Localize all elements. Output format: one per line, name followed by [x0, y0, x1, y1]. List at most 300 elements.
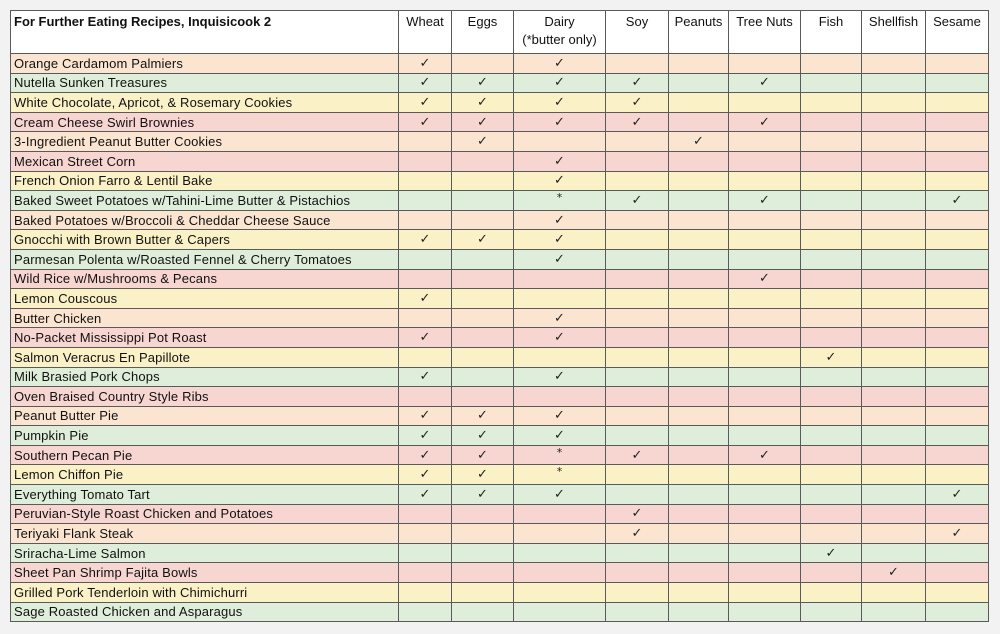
empty-cell-shellfish [862, 132, 926, 152]
recipe-name: Oven Braised Country Style Ribs [11, 387, 399, 407]
empty-cell-shellfish [862, 54, 926, 74]
empty-cell-treenuts [729, 93, 801, 113]
empty-cell-dairy [514, 524, 606, 544]
empty-cell-wheat [399, 347, 452, 367]
empty-cell-shellfish [862, 112, 926, 132]
empty-cell-soy [606, 426, 669, 446]
empty-cell-peanuts [669, 249, 729, 269]
empty-cell-treenuts [729, 524, 801, 544]
empty-cell-fish [801, 504, 862, 524]
empty-cell-soy [606, 583, 669, 603]
empty-cell-sesame [926, 93, 989, 113]
check-mark-fish: ✓ [801, 347, 862, 367]
empty-cell-wheat [399, 602, 452, 622]
table-row [11, 504, 989, 524]
empty-cell-shellfish [862, 347, 926, 367]
empty-cell-wheat [399, 171, 452, 191]
empty-cell-fish [801, 132, 862, 152]
empty-cell-soy [606, 465, 669, 485]
check-mark-sesame: ✓ [926, 191, 989, 211]
empty-cell-fish [801, 93, 862, 113]
empty-cell-peanuts [669, 445, 729, 465]
table-row [11, 249, 989, 269]
empty-cell-eggs [452, 347, 514, 367]
recipe-name: Baked Potatoes w/Broccoli & Cheddar Cheese Sauce [11, 210, 399, 230]
empty-cell-dairy [514, 563, 606, 583]
recipe-name: 3-Ingredient Peanut Butter Cookies [11, 132, 399, 152]
table-row [11, 367, 989, 387]
empty-cell-fish [801, 445, 862, 465]
table-row [11, 387, 989, 407]
check-mark-wheat: ✓ [399, 289, 452, 309]
empty-cell-sesame [926, 73, 989, 93]
empty-cell-shellfish [862, 210, 926, 230]
check-mark-sesame: ✓ [926, 485, 989, 505]
check-mark-wheat: ✓ [399, 406, 452, 426]
recipe-name: Orange Cardamom Palmiers [11, 54, 399, 74]
empty-cell-treenuts [729, 465, 801, 485]
table-row [11, 269, 989, 289]
empty-cell-wheat [399, 151, 452, 171]
check-mark-wheat: ✓ [399, 485, 452, 505]
empty-cell-peanuts [669, 230, 729, 250]
check-mark-treenuts: ✓ [729, 191, 801, 211]
empty-cell-fish [801, 289, 862, 309]
check-mark-peanuts: ✓ [669, 132, 729, 152]
recipe-name: Grilled Pork Tenderloin with Chimichurri [11, 583, 399, 603]
check-mark-wheat: ✓ [399, 230, 452, 250]
empty-cell-fish [801, 249, 862, 269]
empty-cell-eggs [452, 171, 514, 191]
empty-cell-wheat [399, 524, 452, 544]
empty-cell-fish [801, 73, 862, 93]
check-mark-dairy: ✓ [514, 230, 606, 250]
check-mark-dairy: ✓ [514, 151, 606, 171]
empty-cell-peanuts [669, 54, 729, 74]
empty-cell-shellfish [862, 151, 926, 171]
empty-cell-treenuts [729, 602, 801, 622]
check-mark-wheat: ✓ [399, 54, 452, 74]
empty-cell-wheat [399, 583, 452, 603]
table-row [11, 93, 989, 113]
empty-cell-dairy [514, 543, 606, 563]
empty-cell-treenuts [729, 289, 801, 309]
empty-cell-dairy [514, 602, 606, 622]
empty-cell-shellfish [862, 524, 926, 544]
table-row [11, 485, 989, 505]
check-mark-dairy: ✓ [514, 249, 606, 269]
check-mark-eggs: ✓ [452, 426, 514, 446]
empty-cell-eggs [452, 191, 514, 211]
check-mark-wheat: ✓ [399, 465, 452, 485]
butter-only-mark: * [514, 445, 606, 465]
check-mark-wheat: ✓ [399, 367, 452, 387]
empty-cell-shellfish [862, 485, 926, 505]
empty-cell-eggs [452, 210, 514, 230]
empty-cell-treenuts [729, 151, 801, 171]
empty-cell-eggs [452, 583, 514, 603]
column-header-fish: Fish [801, 11, 862, 54]
empty-cell-sesame [926, 583, 989, 603]
empty-cell-peanuts [669, 191, 729, 211]
empty-cell-dairy [514, 289, 606, 309]
table-row [11, 563, 989, 583]
empty-cell-eggs [452, 602, 514, 622]
table-row [11, 426, 989, 446]
empty-cell-fish [801, 583, 862, 603]
recipe-name: Nutella Sunken Treasures [11, 73, 399, 93]
empty-cell-fish [801, 406, 862, 426]
empty-cell-fish [801, 563, 862, 583]
table-row [11, 328, 989, 348]
recipe-name: Peanut Butter Pie [11, 406, 399, 426]
table-row [11, 524, 989, 544]
column-header-tree-nuts: Tree Nuts [729, 11, 801, 54]
empty-cell-fish [801, 328, 862, 348]
empty-cell-dairy [514, 269, 606, 289]
empty-cell-peanuts [669, 73, 729, 93]
empty-cell-fish [801, 308, 862, 328]
empty-cell-fish [801, 426, 862, 446]
empty-cell-shellfish [862, 191, 926, 211]
recipe-name: Gnocchi with Brown Butter & Capers [11, 230, 399, 250]
empty-cell-fish [801, 151, 862, 171]
check-mark-eggs: ✓ [452, 112, 514, 132]
butter-only-mark: * [514, 191, 606, 211]
header-row [11, 11, 989, 54]
table-row [11, 406, 989, 426]
empty-cell-soy [606, 347, 669, 367]
empty-cell-fish [801, 230, 862, 250]
check-mark-treenuts: ✓ [729, 112, 801, 132]
table-title: For Further Eating Recipes, Inquisicook 2 [11, 11, 399, 54]
empty-cell-soy [606, 151, 669, 171]
empty-cell-sesame [926, 426, 989, 446]
check-mark-wheat: ✓ [399, 73, 452, 93]
check-mark-dairy: ✓ [514, 328, 606, 348]
empty-cell-sesame [926, 406, 989, 426]
empty-cell-shellfish [862, 583, 926, 603]
empty-cell-treenuts [729, 347, 801, 367]
check-mark-wheat: ✓ [399, 93, 452, 113]
recipe-name: Parmesan Polenta w/Roasted Fennel & Cherry Tomatoes [11, 249, 399, 269]
empty-cell-shellfish [862, 602, 926, 622]
empty-cell-soy [606, 269, 669, 289]
table-row [11, 602, 989, 622]
empty-cell-treenuts [729, 54, 801, 74]
empty-cell-fish [801, 524, 862, 544]
empty-cell-peanuts [669, 465, 729, 485]
empty-cell-wheat [399, 191, 452, 211]
check-mark-treenuts: ✓ [729, 445, 801, 465]
check-mark-soy: ✓ [606, 524, 669, 544]
empty-cell-fish [801, 112, 862, 132]
check-mark-soy: ✓ [606, 112, 669, 132]
empty-cell-shellfish [862, 230, 926, 250]
empty-cell-shellfish [862, 289, 926, 309]
empty-cell-dairy [514, 504, 606, 524]
column-header-eggs: Eggs [452, 11, 514, 54]
table-row [11, 347, 989, 367]
empty-cell-wheat [399, 308, 452, 328]
empty-cell-soy [606, 406, 669, 426]
empty-cell-wheat [399, 132, 452, 152]
check-mark-treenuts: ✓ [729, 73, 801, 93]
empty-cell-fish [801, 54, 862, 74]
empty-cell-fish [801, 367, 862, 387]
recipe-name: Lemon Couscous [11, 289, 399, 309]
table-row [11, 191, 989, 211]
check-mark-soy: ✓ [606, 93, 669, 113]
empty-cell-fish [801, 387, 862, 407]
empty-cell-treenuts [729, 563, 801, 583]
empty-cell-wheat [399, 543, 452, 563]
check-mark-wheat: ✓ [399, 112, 452, 132]
empty-cell-soy [606, 230, 669, 250]
recipe-name: Everything Tomato Tart [11, 485, 399, 505]
empty-cell-sesame [926, 171, 989, 191]
table-row [11, 289, 989, 309]
empty-cell-shellfish [862, 308, 926, 328]
check-mark-dairy: ✓ [514, 210, 606, 230]
empty-cell-peanuts [669, 347, 729, 367]
empty-cell-peanuts [669, 602, 729, 622]
empty-cell-treenuts [729, 249, 801, 269]
recipe-name: White Chocolate, Apricot, & Rosemary Cookies [11, 93, 399, 113]
table-row [11, 465, 989, 485]
empty-cell-fish [801, 191, 862, 211]
empty-cell-sesame [926, 289, 989, 309]
empty-cell-peanuts [669, 504, 729, 524]
empty-cell-eggs [452, 504, 514, 524]
recipe-name: Butter Chicken [11, 308, 399, 328]
recipe-name: Milk Brasied Pork Chops [11, 367, 399, 387]
table-row [11, 151, 989, 171]
empty-cell-peanuts [669, 583, 729, 603]
recipe-name: Mexican Street Corn [11, 151, 399, 171]
recipe-name: Sheet Pan Shrimp Fajita Bowls [11, 563, 399, 583]
check-mark-dairy: ✓ [514, 93, 606, 113]
table-row [11, 73, 989, 93]
column-header-shellfish: Shellfish [862, 11, 926, 54]
check-mark-dairy: ✓ [514, 485, 606, 505]
empty-cell-shellfish [862, 269, 926, 289]
empty-cell-fish [801, 602, 862, 622]
empty-cell-eggs [452, 524, 514, 544]
check-mark-dairy: ✓ [514, 367, 606, 387]
empty-cell-peanuts [669, 112, 729, 132]
empty-cell-treenuts [729, 171, 801, 191]
empty-cell-treenuts [729, 485, 801, 505]
recipe-name: French Onion Farro & Lentil Bake [11, 171, 399, 191]
empty-cell-sesame [926, 151, 989, 171]
empty-cell-shellfish [862, 93, 926, 113]
empty-cell-treenuts [729, 406, 801, 426]
empty-cell-shellfish [862, 504, 926, 524]
empty-cell-eggs [452, 387, 514, 407]
check-mark-eggs: ✓ [452, 445, 514, 465]
empty-cell-eggs [452, 543, 514, 563]
empty-cell-peanuts [669, 151, 729, 171]
table-row [11, 132, 989, 152]
empty-cell-eggs [452, 367, 514, 387]
empty-cell-peanuts [669, 543, 729, 563]
empty-cell-fish [801, 210, 862, 230]
empty-cell-dairy [514, 583, 606, 603]
check-mark-dairy: ✓ [514, 54, 606, 74]
empty-cell-wheat [399, 210, 452, 230]
empty-cell-shellfish [862, 406, 926, 426]
recipe-name: Sage Roasted Chicken and Asparagus [11, 602, 399, 622]
check-mark-eggs: ✓ [452, 73, 514, 93]
empty-cell-peanuts [669, 524, 729, 544]
check-mark-sesame: ✓ [926, 524, 989, 544]
recipe-name: Salmon Veracrus En Papillote [11, 347, 399, 367]
empty-cell-peanuts [669, 387, 729, 407]
empty-cell-sesame [926, 308, 989, 328]
recipe-name: Wild Rice w/Mushrooms & Pecans [11, 269, 399, 289]
empty-cell-sesame [926, 230, 989, 250]
empty-cell-sesame [926, 132, 989, 152]
empty-cell-sesame [926, 445, 989, 465]
empty-cell-treenuts [729, 504, 801, 524]
column-header-sesame: Sesame [926, 11, 989, 54]
empty-cell-soy [606, 367, 669, 387]
empty-cell-soy [606, 132, 669, 152]
check-mark-wheat: ✓ [399, 328, 452, 348]
empty-cell-eggs [452, 328, 514, 348]
check-mark-dairy: ✓ [514, 308, 606, 328]
empty-cell-peanuts [669, 269, 729, 289]
empty-cell-peanuts [669, 406, 729, 426]
empty-cell-soy [606, 249, 669, 269]
empty-cell-fish [801, 269, 862, 289]
check-mark-eggs: ✓ [452, 132, 514, 152]
empty-cell-wheat [399, 563, 452, 583]
empty-cell-shellfish [862, 328, 926, 348]
empty-cell-soy [606, 54, 669, 74]
table-row [11, 445, 989, 465]
empty-cell-treenuts [729, 132, 801, 152]
empty-cell-wheat [399, 387, 452, 407]
empty-cell-shellfish [862, 249, 926, 269]
check-mark-eggs: ✓ [452, 230, 514, 250]
empty-cell-peanuts [669, 328, 729, 348]
table-row [11, 112, 989, 132]
table-row [11, 230, 989, 250]
empty-cell-treenuts [729, 230, 801, 250]
empty-cell-peanuts [669, 210, 729, 230]
check-mark-dairy: ✓ [514, 426, 606, 446]
empty-cell-soy [606, 485, 669, 505]
check-mark-dairy: ✓ [514, 406, 606, 426]
check-mark-soy: ✓ [606, 73, 669, 93]
empty-cell-shellfish [862, 465, 926, 485]
empty-cell-treenuts [729, 308, 801, 328]
check-mark-treenuts: ✓ [729, 269, 801, 289]
empty-cell-eggs [452, 289, 514, 309]
empty-cell-soy [606, 387, 669, 407]
empty-cell-sesame [926, 563, 989, 583]
recipe-name: Baked Sweet Potatoes w/Tahini-Lime Butter & Pistachios [11, 191, 399, 211]
recipe-name: Cream Cheese Swirl Brownies [11, 112, 399, 132]
empty-cell-soy [606, 308, 669, 328]
empty-cell-peanuts [669, 93, 729, 113]
empty-cell-wheat [399, 504, 452, 524]
empty-cell-soy [606, 328, 669, 348]
empty-cell-treenuts [729, 367, 801, 387]
empty-cell-wheat [399, 249, 452, 269]
empty-cell-treenuts [729, 543, 801, 563]
empty-cell-eggs [452, 308, 514, 328]
table-row [11, 54, 989, 74]
empty-cell-peanuts [669, 367, 729, 387]
check-mark-shellfish: ✓ [862, 563, 926, 583]
empty-cell-peanuts [669, 308, 729, 328]
empty-cell-sesame [926, 210, 989, 230]
empty-cell-shellfish [862, 387, 926, 407]
column-header-wheat: Wheat [399, 11, 452, 54]
empty-cell-soy [606, 210, 669, 230]
check-mark-fish: ✓ [801, 543, 862, 563]
empty-cell-soy [606, 289, 669, 309]
allergen-table-container [10, 10, 988, 624]
recipe-name: Sriracha-Lime Salmon [11, 543, 399, 563]
check-mark-soy: ✓ [606, 191, 669, 211]
check-mark-wheat: ✓ [399, 445, 452, 465]
empty-cell-sesame [926, 543, 989, 563]
recipe-name: Pumpkin Pie [11, 426, 399, 446]
empty-cell-fish [801, 171, 862, 191]
table-body [11, 54, 989, 622]
empty-cell-eggs [452, 54, 514, 74]
empty-cell-eggs [452, 269, 514, 289]
empty-cell-sesame [926, 504, 989, 524]
table-row [11, 583, 989, 603]
empty-cell-shellfish [862, 73, 926, 93]
recipe-name: Southern Pecan Pie [11, 445, 399, 465]
empty-cell-sesame [926, 465, 989, 485]
empty-cell-shellfish [862, 171, 926, 191]
empty-cell-sesame [926, 367, 989, 387]
recipe-name: Lemon Chiffon Pie [11, 465, 399, 485]
empty-cell-treenuts [729, 210, 801, 230]
empty-cell-dairy [514, 347, 606, 367]
empty-cell-peanuts [669, 171, 729, 191]
empty-cell-fish [801, 485, 862, 505]
empty-cell-sesame [926, 249, 989, 269]
column-header-dairy: Dairy (*butter only) [514, 11, 606, 54]
column-header-peanuts: Peanuts [669, 11, 729, 54]
empty-cell-sesame [926, 269, 989, 289]
empty-cell-treenuts [729, 583, 801, 603]
empty-cell-sesame [926, 387, 989, 407]
recipe-name: Teriyaki Flank Steak [11, 524, 399, 544]
check-mark-soy: ✓ [606, 504, 669, 524]
empty-cell-shellfish [862, 426, 926, 446]
empty-cell-eggs [452, 563, 514, 583]
check-mark-wheat: ✓ [399, 426, 452, 446]
allergen-table [10, 10, 989, 622]
check-mark-eggs: ✓ [452, 485, 514, 505]
empty-cell-fish [801, 465, 862, 485]
empty-cell-soy [606, 543, 669, 563]
empty-cell-treenuts [729, 328, 801, 348]
check-mark-dairy: ✓ [514, 73, 606, 93]
empty-cell-eggs [452, 151, 514, 171]
check-mark-dairy: ✓ [514, 171, 606, 191]
empty-cell-sesame [926, 347, 989, 367]
